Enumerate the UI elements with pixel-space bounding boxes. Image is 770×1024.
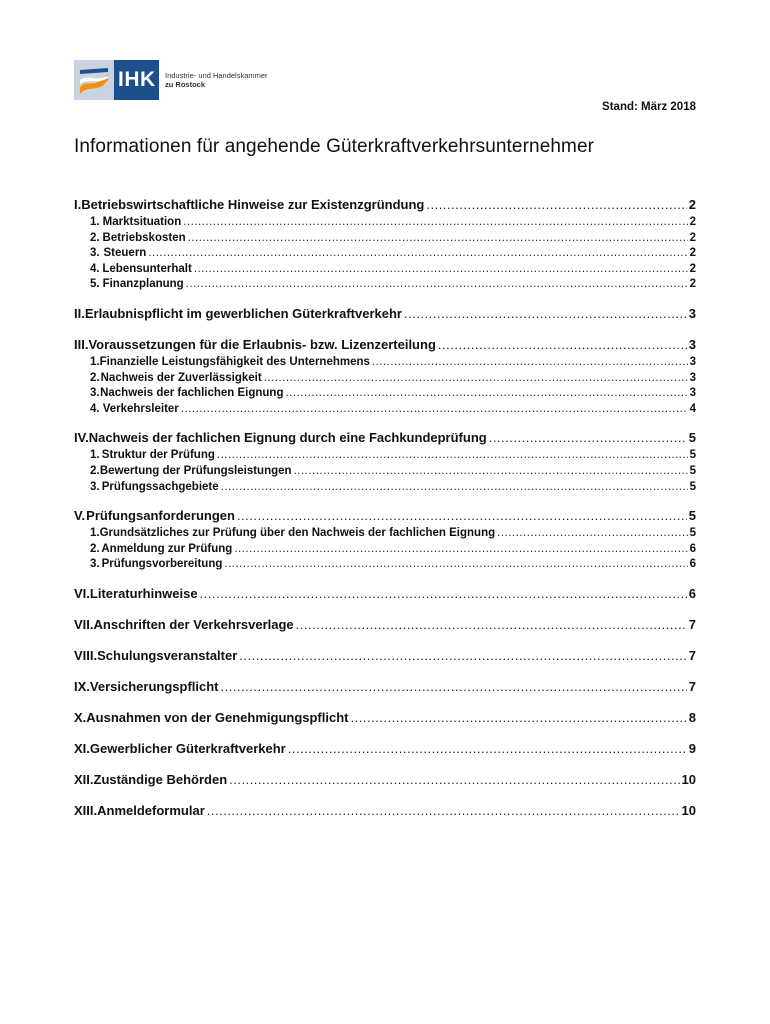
toc-number: VII. [74, 616, 94, 632]
toc-page-number: 2 [689, 247, 696, 260]
toc-page-number: 5 [688, 430, 696, 446]
toc-number: VI. [74, 585, 90, 601]
toc-section [74, 803, 696, 822]
toc-section [74, 679, 696, 698]
toc-page-number: 5 [689, 527, 696, 540]
toc-number: 1. [90, 527, 100, 540]
toc-page-number: 10 [681, 771, 696, 787]
toc-page-number: 2 [688, 197, 696, 212]
toc-leader-dots [217, 449, 688, 461]
toc-number: 1. [90, 449, 100, 462]
toc-leader-dots [372, 356, 688, 368]
toc-label: Anmeldung zur Prüfung [101, 542, 233, 555]
toc-section [74, 586, 696, 605]
toc-label: Nachweis der fachlichen Eignung [100, 387, 284, 400]
toc-number: 4. [90, 262, 100, 275]
toc-entry[interactable] [74, 772, 696, 791]
toc-page-number: 2 [689, 216, 696, 228]
toc-number: IV. [74, 430, 89, 446]
toc-leader-dots [207, 803, 680, 818]
toc-label: Versicherungspflicht [89, 678, 219, 694]
toc-page-number: 3 [688, 336, 696, 352]
toc-label: Struktur der Prüfung [101, 449, 215, 462]
toc-section [74, 617, 696, 636]
logo-letters: IHK [118, 68, 156, 91]
toc-leader-dots [200, 586, 687, 601]
toc-leader-dots [288, 741, 687, 756]
toc-leader-dots [438, 337, 687, 352]
toc-subentry[interactable] [74, 278, 696, 294]
toc-leader-dots [239, 648, 686, 663]
toc-number: IX. [74, 678, 90, 694]
toc-page-number: 3 [689, 387, 696, 400]
toc-label: Betriebswirtschaftliche Hinweise zur Existenzgründung [81, 197, 425, 212]
toc-label: Steuern [103, 247, 147, 260]
toc-subentry[interactable] [74, 263, 696, 279]
toc-number: III. [74, 336, 89, 352]
toc-entry[interactable] [74, 586, 696, 605]
toc-page-number: 10 [681, 802, 696, 818]
toc-label: Zuständige Behörden [93, 771, 228, 787]
toc-page-number: 2 [689, 278, 696, 291]
toc-number: XI. [74, 740, 90, 756]
toc-entry[interactable] [74, 741, 696, 760]
toc-subentry[interactable] [74, 403, 696, 419]
toc-entry[interactable] [74, 803, 696, 822]
toc-label: Schulungsveranstalter [97, 647, 238, 663]
toc-leader-dots [229, 772, 679, 787]
org-name-line1: Industrie- und Handelskammer [165, 71, 268, 80]
page-title: Informationen für angehende Güterkraftverkehrsunternehmer [74, 136, 595, 157]
toc-leader-dots [186, 278, 688, 290]
table-of-contents [74, 197, 696, 834]
toc-page-number: 7 [688, 678, 696, 694]
toc-leader-dots [188, 232, 688, 244]
toc-subentry[interactable] [74, 465, 696, 481]
toc-label: Anmeldeformular [97, 802, 205, 818]
toc-subentry[interactable] [74, 232, 696, 248]
toc-label: Nachweis der fachlichen Eignung durch eine Fachkundeprüfung [88, 430, 487, 446]
toc-page-number: 6 [689, 558, 696, 571]
toc-label: Betriebskosten [102, 231, 186, 244]
toc-number: 3. [90, 247, 100, 260]
toc-section [74, 648, 696, 667]
toc-entry[interactable] [74, 648, 696, 667]
toc-number: 4. [90, 402, 100, 415]
toc-entry[interactable] [74, 430, 696, 449]
toc-number: XII. [74, 771, 94, 787]
toc-page-number: 3 [688, 305, 696, 321]
toc-number: 2. [90, 464, 100, 477]
toc-section [74, 508, 696, 574]
toc-page-number: 5 [689, 449, 696, 462]
org-name-line2: zu Rostock [165, 80, 206, 89]
toc-subentry[interactable] [74, 247, 696, 263]
toc-subentry[interactable] [74, 372, 696, 388]
toc-leader-dots [181, 403, 688, 415]
toc-number: X. [74, 709, 87, 725]
toc-subentry[interactable] [74, 449, 696, 465]
toc-entry[interactable] [74, 508, 696, 527]
toc-number: 5. [90, 278, 100, 291]
ihk-logo [74, 60, 268, 100]
toc-subentry[interactable] [74, 558, 696, 574]
toc-label: Literaturhinweise [89, 585, 198, 601]
toc-number: 1. [90, 216, 100, 228]
toc-leader-dots [285, 387, 687, 399]
toc-label: Grundsätzliches zur Prüfung über den Nachweis der fachlichen Eignung [99, 527, 496, 540]
document-date: Stand: März 2018 [602, 101, 696, 113]
toc-number: 2. [90, 542, 100, 555]
toc-number: VIII. [74, 647, 98, 663]
toc-label: Prüfungsanforderungen [86, 508, 235, 524]
toc-section [74, 772, 696, 791]
toc-number: I. [74, 197, 82, 212]
toc-leader-dots [234, 543, 687, 555]
toc-entry[interactable] [74, 337, 696, 356]
toc-label: Erlaubnispflicht im gewerblichen Güterkraftverkehr [84, 305, 402, 321]
toc-subentry[interactable] [74, 216, 696, 232]
toc-leader-dots [221, 679, 687, 694]
toc-number: XIII. [74, 802, 98, 818]
toc-page-number: 2 [689, 231, 696, 244]
toc-number: 3. [90, 480, 100, 493]
toc-leader-dots [294, 465, 688, 477]
toc-section [74, 197, 696, 294]
toc-section [74, 710, 696, 729]
toc-page-number: 5 [689, 464, 696, 477]
toc-entry[interactable] [74, 679, 696, 698]
toc-leader-dots [296, 617, 687, 632]
toc-entry[interactable] [74, 710, 696, 729]
ihk-logo-mark [74, 60, 159, 100]
toc-label: Nachweis der Zuverlässigkeit [100, 371, 262, 384]
toc-label: Finanzplanung [102, 278, 184, 291]
toc-label: Bewertung der Prüfungsleistungen [99, 464, 292, 477]
toc-label: Lebensunterhalt [102, 262, 192, 275]
toc-label: Ausnahmen von der Genehmigungspflicht [86, 709, 349, 725]
toc-leader-dots [221, 481, 688, 493]
toc-page-number: 9 [688, 740, 696, 756]
toc-leader-dots [148, 247, 687, 259]
toc-leader-dots [224, 558, 687, 570]
toc-subentry[interactable] [74, 387, 696, 403]
toc-page-number: 5 [688, 508, 696, 524]
toc-number: II. [74, 305, 85, 321]
toc-entry[interactable] [74, 617, 696, 636]
toc-page-number: 5 [689, 480, 696, 493]
toc-label: Prüfungsvorbereitung [101, 558, 223, 571]
toc-page-number: 3 [689, 371, 696, 384]
toc-leader-dots [426, 197, 686, 212]
toc-page-number: 7 [688, 647, 696, 663]
toc-page-number: 8 [688, 709, 696, 725]
toc-page-number: 2 [689, 262, 696, 275]
toc-leader-dots [183, 216, 687, 228]
toc-leader-dots [264, 372, 688, 384]
toc-subentry[interactable] [74, 527, 696, 543]
toc-page-number: 3 [689, 355, 696, 368]
toc-subentry[interactable] [74, 356, 696, 372]
toc-subentry[interactable] [74, 543, 696, 559]
toc-leader-dots [351, 710, 687, 725]
toc-leader-dots [497, 527, 687, 539]
toc-section [74, 430, 696, 496]
toc-page-number: 6 [688, 585, 696, 601]
toc-label: Gewerblicher Güterkraftverkehr [89, 740, 286, 756]
toc-page-number: 7 [688, 616, 696, 632]
toc-leader-dots [194, 263, 688, 275]
toc-leader-dots [237, 508, 687, 523]
toc-page-number: 4 [689, 402, 696, 415]
toc-label: Prüfungssachgebiete [101, 480, 219, 493]
toc-number: 3. [90, 558, 100, 571]
toc-label: Marktsituation [102, 216, 182, 228]
toc-subentry[interactable] [74, 481, 696, 497]
toc-entry[interactable] [74, 306, 696, 325]
toc-number: 3. [90, 387, 100, 400]
toc-number: 1. [90, 355, 100, 368]
toc-number: 2. [90, 231, 100, 244]
toc-section [74, 337, 696, 418]
toc-section [74, 741, 696, 760]
toc-label: Verkehrsleiter [102, 402, 179, 415]
org-name [165, 71, 268, 89]
toc-number: V. [74, 508, 86, 524]
toc-label: Voraussetzungen für die Erlaubnis- bzw. Lizenzerteilung [88, 336, 436, 352]
toc-page-number: 6 [689, 542, 696, 555]
toc-number: 2. [90, 371, 100, 384]
toc-label: Anschriften der Verkehrsverlage [93, 616, 294, 632]
toc-label: Finanzielle Leistungsfähigkeit des Unternehmens [99, 355, 370, 368]
toc-entry[interactable] [74, 197, 696, 216]
toc-section [74, 306, 696, 325]
toc-leader-dots [489, 430, 687, 445]
toc-leader-dots [404, 306, 687, 321]
